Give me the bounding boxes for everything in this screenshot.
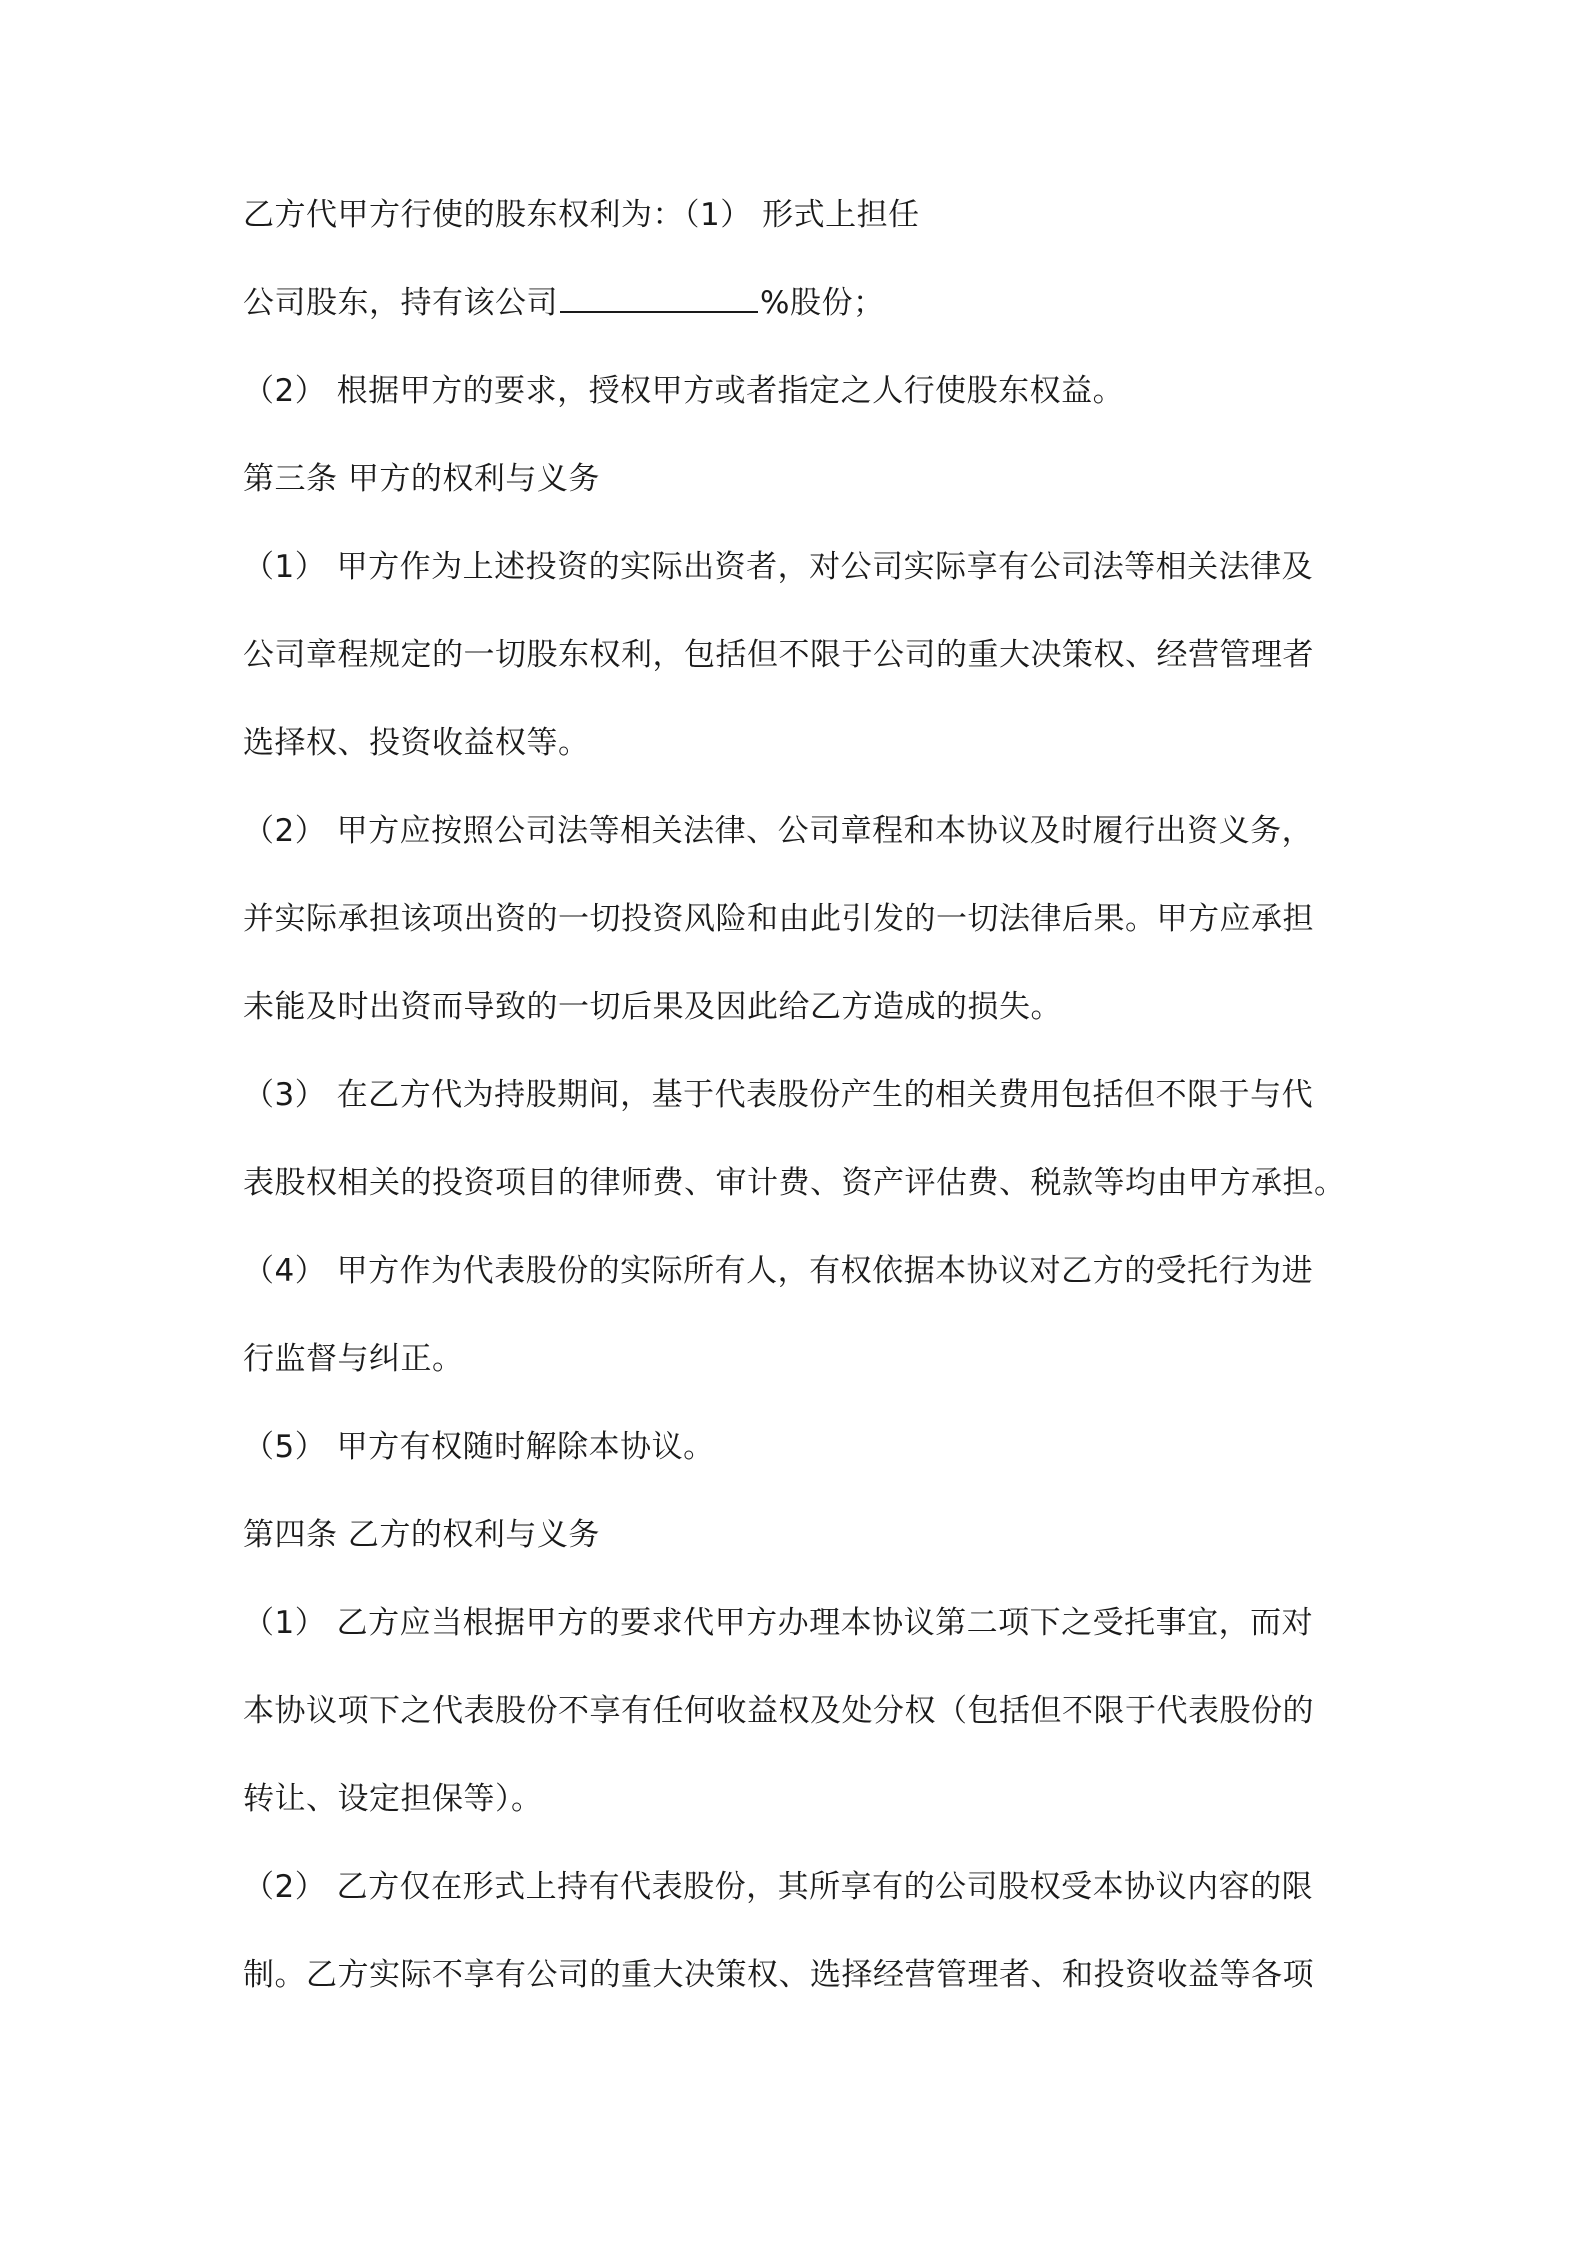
text-line-with-blank — [243, 281, 884, 325]
text-line: 制。乙方实际不享有公司的重大决策权、选择经营管理者、和投资收益等各项 — [243, 1957, 1314, 1993]
text-fragment: 公司股东，持有该公司 — [243, 285, 558, 321]
text-line: 表股权相关的投资项目的律师费、审计费、资产评估费、税款等均由甲方承担。 — [243, 1165, 1346, 1201]
text-line: （2） 甲方应按照公司法等相关法律、公司章程和本协议及时履行出资义务， — [243, 813, 1314, 849]
section-heading: 第四条 乙方的权利与义务 — [243, 1517, 600, 1553]
text-line: 转让、设定担保等）。 — [243, 1781, 543, 1817]
text-line: 本协议项下之代表股份不享有任何收益权及处分权（包括但不限于代表股份的 — [243, 1693, 1314, 1729]
text-fragment: %股份； — [760, 285, 885, 321]
text-line: （2） 根据甲方的要求，授权甲方或者指定之人行使股东权益。 — [243, 373, 1125, 409]
text-line: 选择权、投资收益权等。 — [243, 725, 590, 761]
section-heading: 第三条 甲方的权利与义务 — [243, 461, 600, 497]
text-line: （3） 在乙方代为持股期间，基于代表股份产生的相关费用包括但不限于与代 — [243, 1077, 1314, 1113]
text-line: （1） 乙方应当根据甲方的要求代甲方办理本协议第二项下之受托事宜，而对 — [243, 1605, 1314, 1641]
text-line: 乙方代甲方行使的股东权利为：（1） 形式上担任 — [243, 197, 920, 233]
text-line: （2） 乙方仅在形式上持有代表股份，其所享有的公司股权受本协议内容的限 — [243, 1869, 1314, 1905]
text-line: （5） 甲方有权随时解除本协议。 — [243, 1429, 715, 1465]
text-line: 行监督与纠正。 — [243, 1341, 464, 1377]
text-line: 并实际承担该项出资的一切投资风险和由此引发的一切法律后果。甲方应承担 — [243, 901, 1314, 937]
text-line: 未能及时出资而导致的一切后果及因此给乙方造成的损失。 — [243, 989, 1062, 1025]
fill-in-blank — [560, 281, 758, 313]
text-line: 公司章程规定的一切股东权利，包括但不限于公司的重大决策权、经营管理者 — [243, 637, 1314, 673]
text-line: （1） 甲方作为上述投资的实际出资者，对公司实际享有公司法等相关法律及 — [243, 549, 1314, 585]
text-line: （4） 甲方作为代表股份的实际所有人，有权依据本协议对乙方的受托行为进 — [243, 1253, 1314, 1289]
